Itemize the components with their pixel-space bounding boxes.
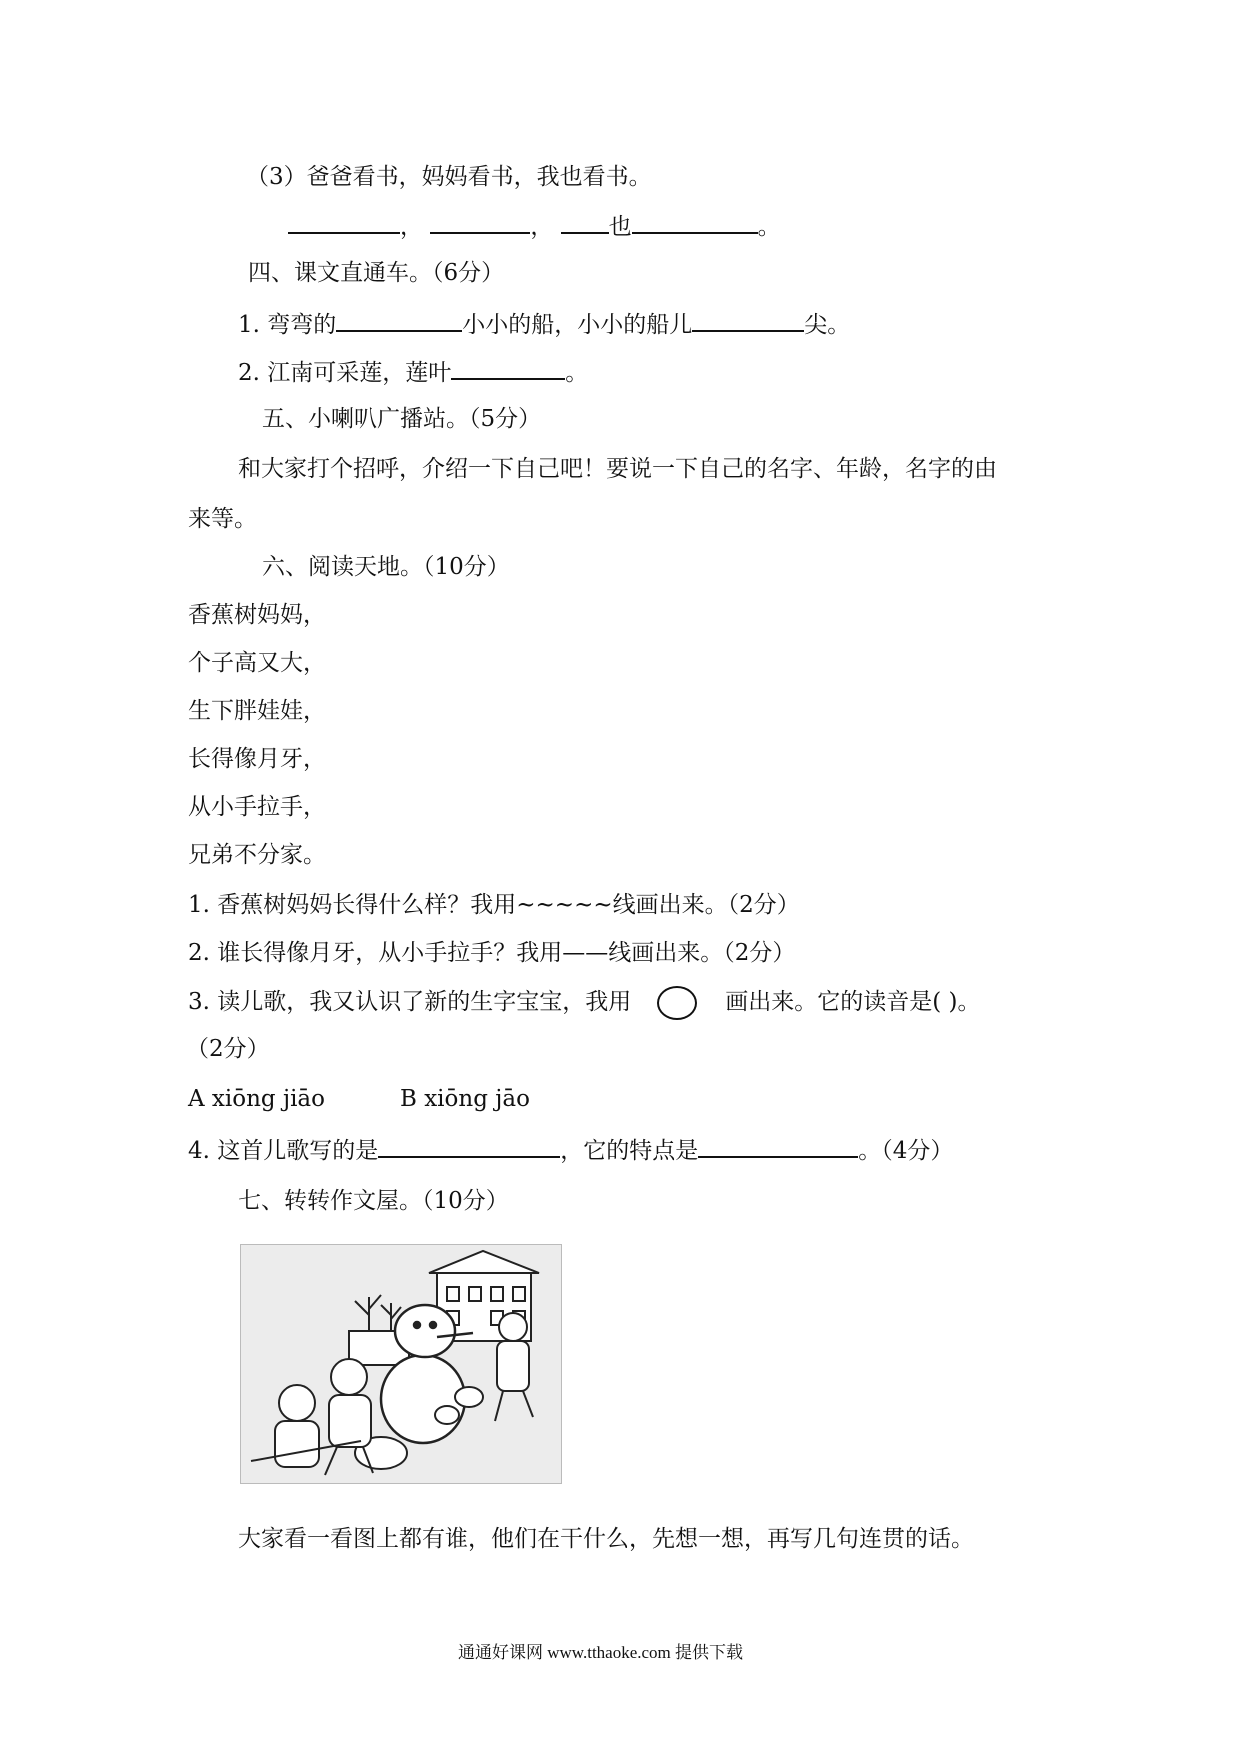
question-4-2: 2. 江南可采莲，莲叶 。 (238, 356, 588, 388)
option-b[interactable]: B xiōng jāo (400, 1086, 530, 1112)
section-4-title: 四、课文直通车。（6分） (248, 260, 505, 286)
answer-blank[interactable] (336, 308, 462, 332)
poem-line: 香蕉树妈妈， (188, 602, 326, 628)
question-6-2: 2. 谁长得像月牙，从小手拉手？我用——线画出来。（2分） (188, 940, 796, 966)
sentence-item-3: （3）爸爸看书，妈妈看书，我也看书。 (246, 164, 652, 190)
answer-blank[interactable] (288, 210, 400, 234)
question-6-4: 4. 这首儿歌写的是 ，它的特点是 。（4分） (188, 1134, 953, 1166)
answer-blank[interactable] (561, 210, 609, 234)
question-6-1: 1. 香蕉树妈妈长得什么样？我用~~~~~线画出来。（2分） (188, 892, 800, 918)
section-5-text: 和大家打个招呼，介绍一下自己吧！要说一下自己的名字、年龄，名字的由 (238, 456, 997, 482)
snowman-picture (241, 1245, 561, 1483)
section-7-title: 七、转转作文屋。（10分） (238, 1188, 509, 1214)
answer-blank[interactable] (430, 210, 530, 234)
section-5-text: 来等。 (188, 506, 257, 532)
answer-blank[interactable] (692, 308, 804, 332)
footer-text: 通通好课网 www.tthaoke.com 提供下载 (458, 1643, 744, 1662)
fill-in-row: ， ， 也 。 (288, 210, 781, 242)
section-5-title: 五、小喇叭广播站。（5分） (262, 406, 542, 432)
question-6-3-score: （2分） (186, 1036, 270, 1062)
section-6-title: 六、阅读天地。（10分） (262, 554, 510, 580)
answer-blank[interactable] (451, 356, 565, 380)
answer-blank[interactable] (698, 1134, 858, 1158)
poem-line: 生下胖娃娃， (188, 698, 326, 724)
option-a[interactable]: A xiōng jiāo (188, 1086, 325, 1112)
poem-line: 兄弟不分家。 (188, 842, 326, 868)
section-7-instruction: 大家看一看图上都有谁，他们在干什么，先想一想，再写几句连贯的话。 (238, 1526, 974, 1552)
poem-line: 从小手拉手， (188, 794, 326, 820)
question-4-1: 1. 弯弯的 小小的船，小小的船儿 尖。 (238, 308, 850, 340)
snowman-illustration (240, 1244, 562, 1484)
answer-blank[interactable] (378, 1134, 560, 1158)
answer-blank[interactable] (632, 210, 758, 234)
circle-icon (657, 986, 697, 1020)
poem-line: 个子高又大， (188, 650, 326, 676)
poem-line: 长得像月牙， (188, 746, 326, 772)
question-6-3: 3. 读儿歌，我又认识了新的生字宝宝，我用 画出来。它的读音是( )。 (188, 986, 981, 1020)
